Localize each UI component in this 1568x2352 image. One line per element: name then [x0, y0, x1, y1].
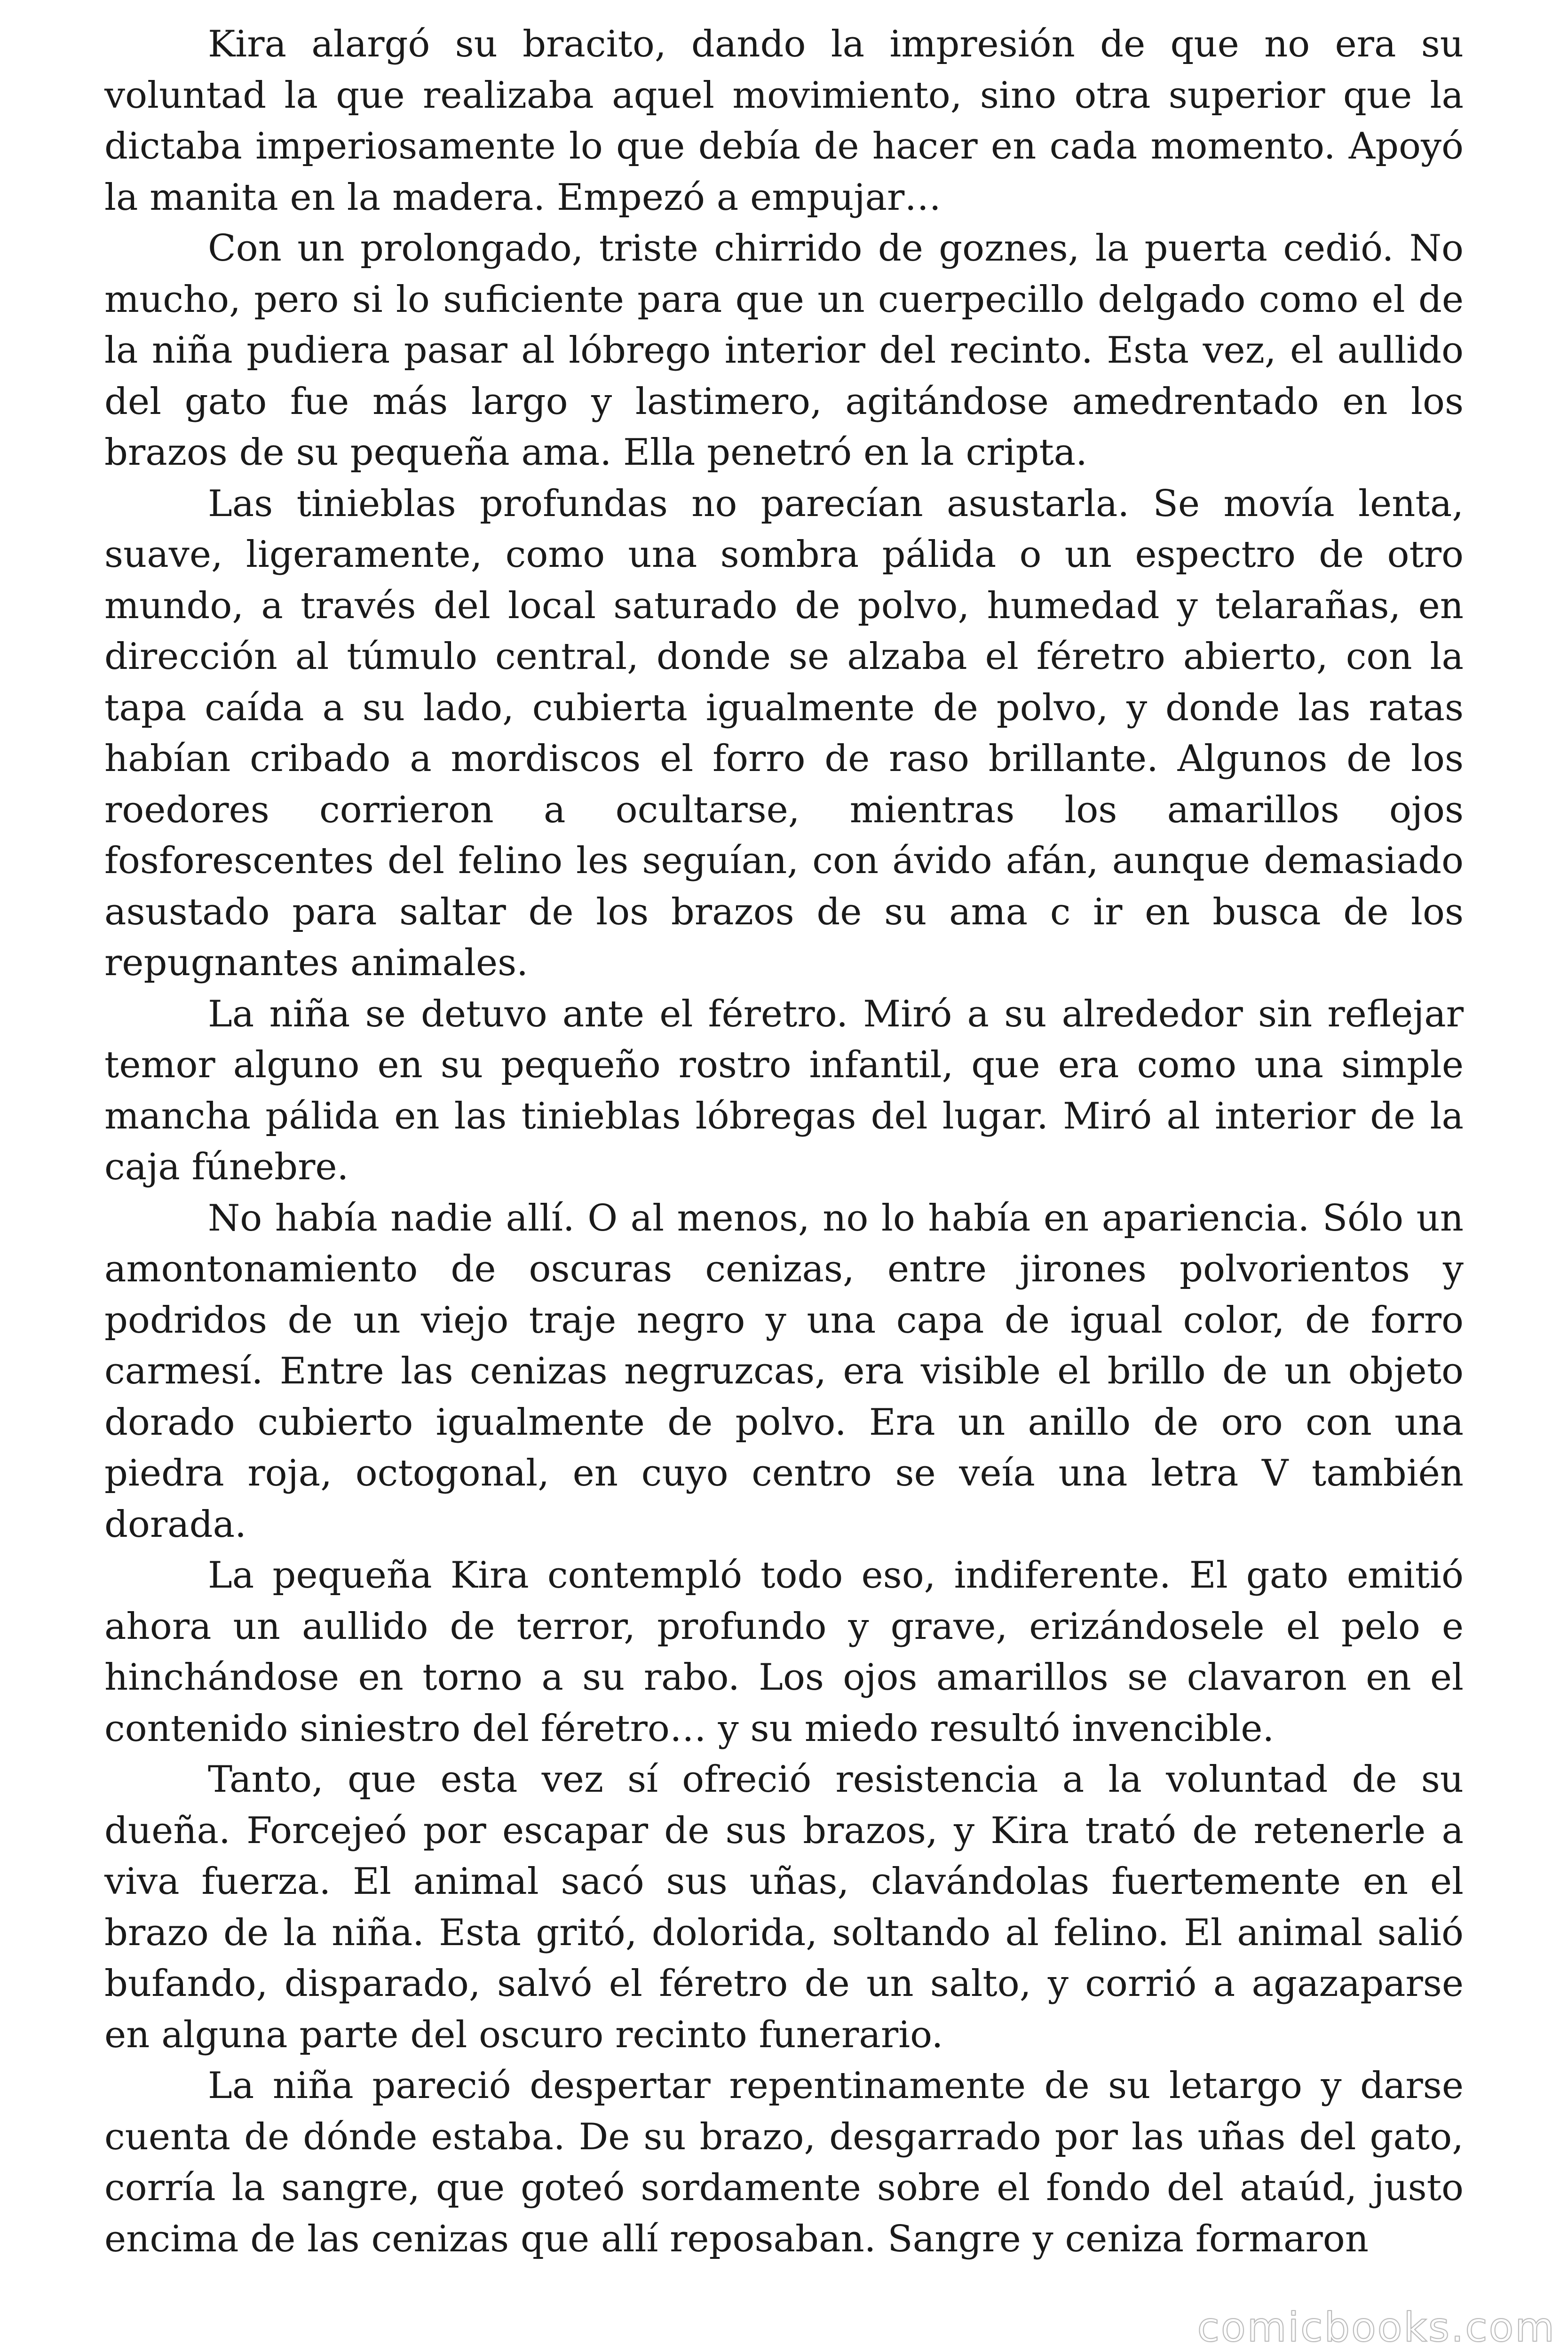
paragraph-5: No había nadie allí. O al menos, no lo había en apariencia. Sólo un amontonamiento de oscuras cenizas, entre jirones polvorientos y podridos de un viejo traje negro y una capa de igual color, de forro carmesí. Entre las cenizas negruzcas, era visible el brillo de un objeto dorado cubierto igualmente de polvo. Era un anillo de oro con una piedra roja, octogonal, en cuyo centro se veía una letra V también dorada.: [104, 1197, 1464, 1546]
paragraph-7: Tanto, que esta vez sí ofreció resistencia a la voluntad de su dueña. Forcejeó por escapar de sus brazos, y Kira trató de retenerle a viva fuerza. El animal sacó sus uñas, clavándolas fuertemente en el brazo de la niña. Esta gritó, dolorida, soltando al felino. El animal salió bufando, disparado, salvó el féretro de un salto, y corrió a agazaparse en alguna parte del oscuro recinto funerario.: [104, 1758, 1464, 2056]
paragraph-2: Con un prolongado, triste chirrido de goznes, la puerta cedió. No mucho, pero si lo suficiente para que un cuerpecillo delgado como el de la niña pudiera pasar al lóbrego interior del recinto. Esta vez, el aullido del gato fue más largo y lastimero, agitándose amedrentado en los brazos de su pequeña ama. Ella penetró en la cripta.: [104, 227, 1464, 474]
paragraph-4: La niña se detuvo ante el féretro. Miró a su alrededor sin reflejar temor alguno en su pequeño rostro infantil, que era como una simple mancha pálida en las tinieblas lóbregas del lugar. Miró al interior de la caja fúnebre.: [104, 993, 1464, 1188]
paragraph-6: La pequeña Kira contempló todo eso, indiferente. El gato emitió ahora un aullido de terror, profundo y grave, erizándosele el pelo e hinchándose en torno a su rabo. Los ojos amarillos se clavaron en el contenido siniestro del féretro… y su miedo resultó invencible.: [104, 1554, 1464, 1750]
paragraph-8: La niña pareció despertar repentinamente de su letargo y darse cuenta de dónde estaba. De su brazo, desgarrado por las uñas del gato, corría la sangre, que goteó sordamente sobre el fondo del ataúd, justo encima de las cenizas que allí reposaban. Sangre y ceniza formaron: [104, 2065, 1464, 2260]
watermark: comicbooks.com: [1197, 2304, 1556, 2351]
paragraph-3: Las tinieblas profundas no parecían asustarla. Se movía lenta, suave, ligeramente, como una sombra pálida o un espectro de otro mundo, a través del local saturado de polvo, humedad y telarañas, en dirección al túmulo central, donde se alzaba el féretro abierto, con la tapa caída a su lado, cubierta igualmente de polvo, y donde las ratas habían cribado a mordiscos el forro de raso brillante. Algunos de los roedores corrieron a ocultarse, mientras los amarillos ojos fosforescentes del felino les seguían, con ávido afán, aunque demasiado asustado para saltar de los brazos de su ama c ir en busca de los repugnantes animales.: [104, 482, 1464, 984]
document-page: [104, 19, 1464, 2333]
paragraph-1: Kira alargó su bracito, dando la impresión de que no era su voluntad la que realizaba aquel movimiento, sino otra superior que la dictaba imperiosamente lo que debía de hacer en cada momento. Apoyó la manita en la madera. Empezó a empujar…: [104, 23, 1464, 219]
